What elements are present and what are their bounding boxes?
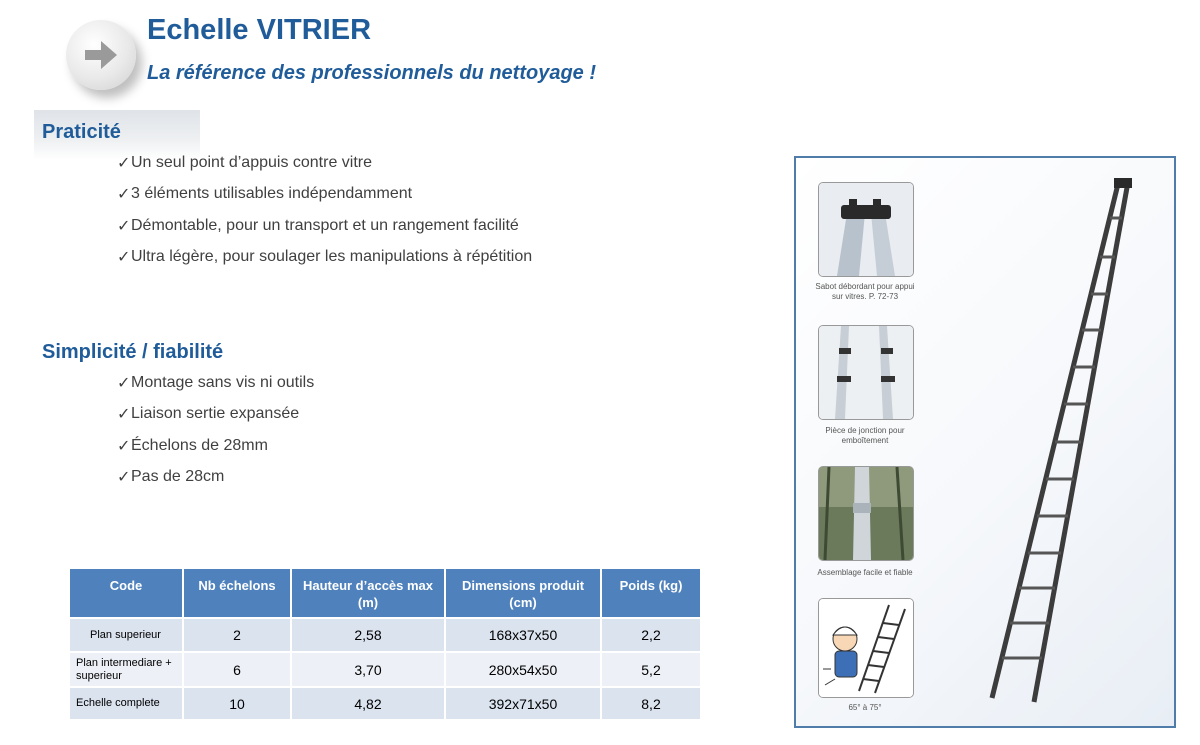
table-row (70, 651, 700, 686)
table-cell: Plan superieur (70, 617, 184, 651)
bullet-list-praticite (117, 147, 532, 273)
table-cell: 392x71x50 (446, 686, 602, 719)
table-cell: 10 (184, 686, 292, 719)
list-item: ✓ Démontable, pour un transport et un rangement facilité (117, 216, 519, 235)
caption-3: Assemblage facile et fiable (817, 568, 913, 577)
product-image-panel (794, 156, 1176, 728)
list-item: ✓ Échelons de 28mm (117, 436, 268, 455)
table-cell: 8,2 (602, 686, 700, 719)
check-icon: ✓ (117, 406, 131, 424)
list-item: ✓ 3 éléments utilisables indépendamment (117, 185, 413, 204)
table-cell: 6 (184, 651, 292, 686)
table-row (70, 686, 700, 719)
table-cell: 2,58 (292, 617, 446, 651)
column-header: Poids (kg) (602, 569, 700, 617)
list-item: ✓ Pas de 28cm (117, 468, 225, 487)
column-header: Hauteur d’accès max (m) (292, 569, 446, 617)
column-header: Code (70, 569, 184, 617)
table-cell: Plan intermediare + superieur (70, 651, 184, 686)
check-icon: ✓ (117, 374, 131, 392)
section-heading-simplicite: Simplicité / fiabilité (42, 341, 224, 363)
column-header: Dimensions produit (cm) (446, 569, 602, 617)
table-cell: 2 (184, 617, 292, 651)
table-cell: 280x54x50 (446, 651, 602, 686)
check-icon: ✓ (117, 186, 131, 204)
ladder-illustration (796, 158, 1174, 726)
check-icon: ✓ (117, 217, 131, 235)
table-cell: 3,70 (292, 651, 446, 686)
check-icon: ✓ (117, 469, 131, 487)
page-subtitle: La référence des professionnels du nettoyage ! (147, 62, 597, 84)
arrow-right-icon (83, 38, 119, 72)
arrow-badge (66, 20, 136, 90)
table-cell: 2,2 (602, 617, 700, 651)
check-icon: ✓ (117, 154, 131, 172)
page-title: Echelle VITRIER (147, 14, 372, 46)
caption-2: Pièce de jonction pour emboîtement (825, 426, 905, 445)
table-cell: 4,82 (292, 686, 446, 719)
check-icon: ✓ (117, 437, 131, 455)
list-item: ✓ Un seul point d’appuis contre vitre (117, 153, 373, 172)
list-item: ✓ Liaison sertie expansée (117, 405, 300, 424)
table-cell: 168x37x50 (446, 617, 602, 651)
caption-1: Sabot débordant pour appui sur vitres. P. 72-73 (815, 282, 915, 301)
caption-4: 65° à 75° (848, 703, 882, 712)
table-cell: 5,2 (602, 651, 700, 686)
list-item: ✓ Ultra légère, pour soulager les manipulations à répétition (117, 248, 533, 267)
column-header: Nb échelons (184, 569, 292, 617)
check-icon: ✓ (117, 249, 131, 267)
list-item: ✓ Montage sans vis ni outils (117, 373, 315, 392)
table-header-row (70, 569, 700, 617)
table-row (70, 617, 700, 651)
bullet-list-simplicite (117, 367, 314, 493)
section-heading-praticite: Praticité (42, 121, 121, 143)
spec-table (70, 569, 700, 719)
table-cell: Echelle complete (70, 686, 184, 719)
